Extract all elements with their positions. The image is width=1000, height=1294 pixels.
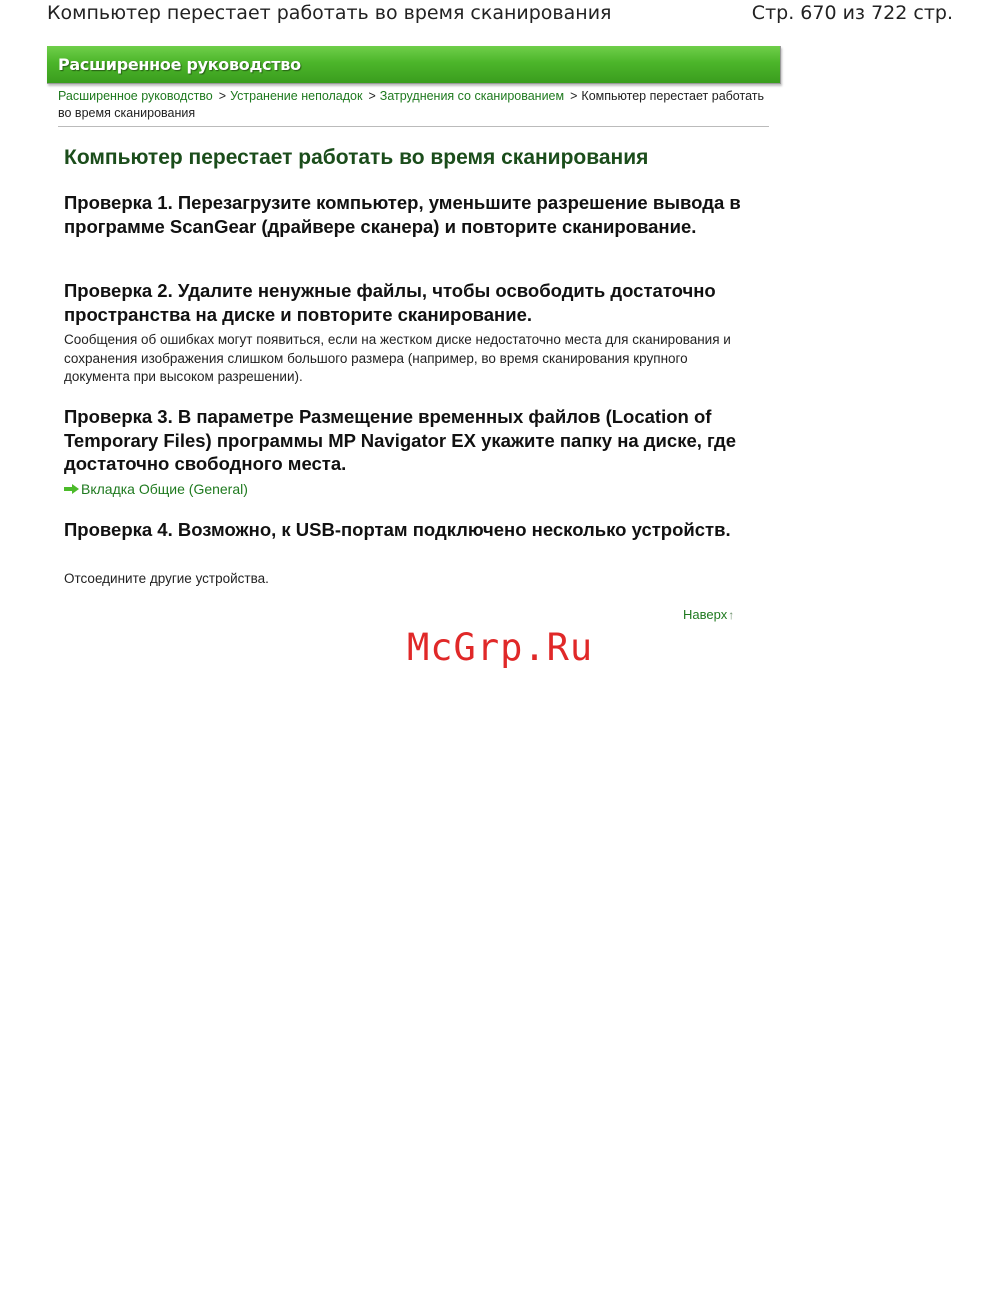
back-to-top-label: Наверх	[683, 607, 728, 622]
check-2-body: Сообщения об ошибках могут появиться, если на жестком диске недостаточно места для сканирования и сохранения изображения слишком большого размера (например, во время сканирования крупного документа при высоком разрешении).	[64, 332, 731, 384]
general-tab-link-label: Вкладка Общие (General)	[81, 481, 248, 497]
check-4-body: Отсоедините другие устройства.	[64, 571, 269, 586]
back-to-top-link[interactable]	[683, 607, 734, 622]
banner-title: Расширенное руководство	[58, 55, 301, 74]
check-1-heading: Проверка 1. Перезагрузите компьютер, уменьшите разрешение вывода в программе ScanGear (драйвере сканера) и повторите сканирование.	[64, 192, 741, 237]
breadcrumb-separator: >	[368, 89, 376, 103]
breadcrumb-link-scanning-problems[interactable]: Затруднения со сканированием	[379, 89, 565, 103]
watermark-logo: McGrp.Ru	[407, 626, 594, 669]
divider	[58, 126, 769, 127]
document-header-title: Компьютер перестает работать во время сканирования	[47, 2, 612, 24]
breadcrumb-link-advanced-guide[interactable]: Расширенное руководство	[58, 89, 213, 103]
green-right-arrow-icon	[64, 484, 79, 494]
check-2-heading: Проверка 2. Удалите ненужные файлы, чтобы освободить достаточно пространства на диске и повторите сканирование.	[64, 280, 716, 325]
breadcrumb-separator: >	[218, 89, 227, 103]
breadcrumb-current: Компьютер перестает работать во время сканирования	[58, 89, 764, 120]
general-tab-link[interactable]	[64, 481, 248, 497]
page-title: Компьютер перестает работать во время сканирования	[64, 146, 649, 169]
section-banner	[47, 46, 781, 84]
check-4-heading: Проверка 4. Возможно, к USB-портам подключено несколько устройств.	[64, 519, 731, 540]
breadcrumb-link-troubleshooting[interactable]: Устранение неполадок	[230, 89, 363, 103]
breadcrumb-separator: >	[570, 89, 578, 103]
breadcrumb	[58, 88, 768, 122]
page-counter: Стр. 670 из 722 стр.	[751, 2, 953, 24]
up-arrow-icon: ↑	[728, 608, 735, 622]
check-3-heading: Проверка 3. В параметре Размещение временных файлов (Location of Temporary Files) программы MP Navigator EX укажите папку на диске, где достаточно свободного места.	[64, 406, 737, 474]
